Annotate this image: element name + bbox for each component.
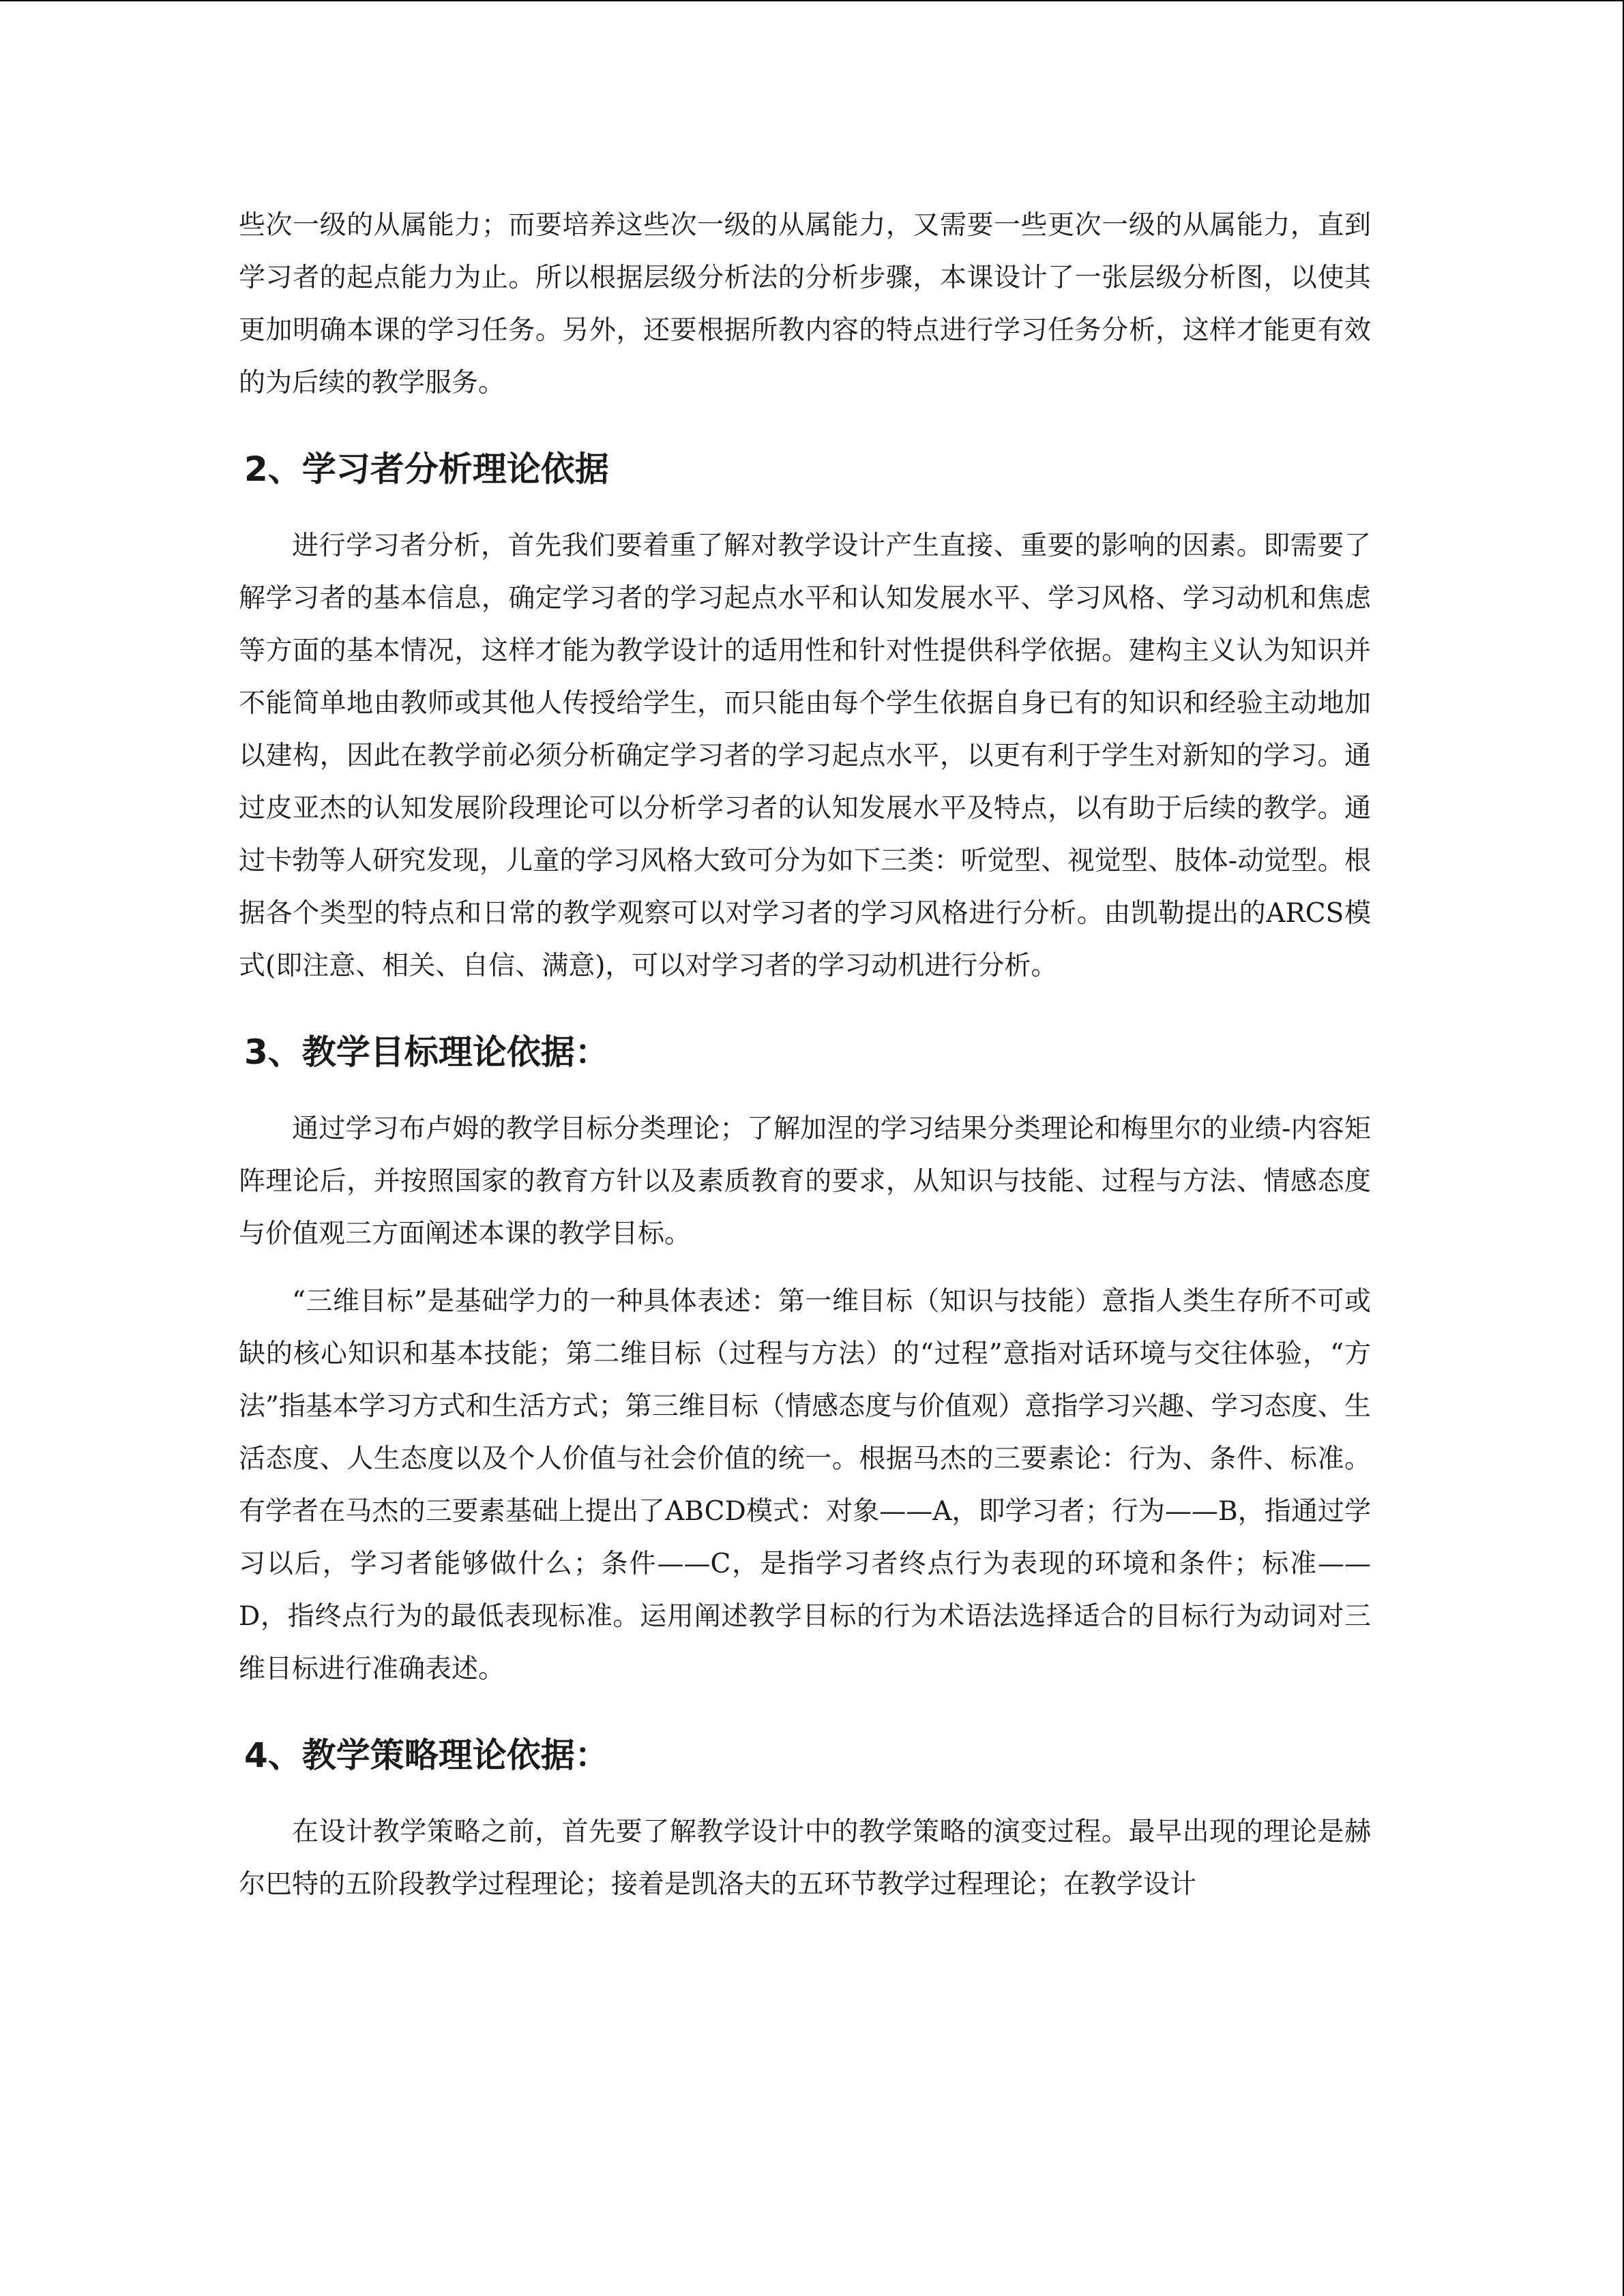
teaching-strategy-paragraph: 在设计教学策略之前，首先要了解教学设计中的教学策略的演变过程。最早出现的理论是赫尔巴特的五阶段教学过程理论；接着是凯洛夫的五环节教学过程理论；在教学设计 [239,1817,1371,1900]
section-heading-learner-analysis: 2、学习者分析理论依据 [244,449,609,489]
three-dimensional-goals-paragraph: “三维目标”是基础学力的一种具体表述：第一维目标（知识与技能）意指人类生存所不可或缺的核心知识和基本技能；第二维目标（过程与方法）的“过程”意指对话环境与交往体验，“方法”指基本学习方式和生活方式；第三维目标（情感态度与价值观）意指学习兴趣、学习态度、生活态度、人生态度以及个人价值与社会价值的统一。根据马杰的三要素论：行为、条件、标准。有学者在马杰的三要素基础上提出了ABCD模式：对象——A，即学习者；行为——B，指通过学习以后，学习者能够做什么；条件——C，是指学习者终点行为表现的环境和条件；标准——D，指终点行为的最低表现标准。运用阐述教学目标的行为术语法选择适合的目标行为动词对三维目标进行准确表述。 [239,1286,1371,1684]
intro-paragraph: 些次一级的从属能力；而要培养这些次一级的从属能力，又需要一些更次一级的从属能力，直到学习者的起点能力为止。所以根据层级分析法的分析步骤，本课设计了一张层级分析图，以使其更加明确本课的学习任务。另外，还要根据所教内容的特点进行学习任务分析，这样才能更有效的为后续的教学服务。 [239,210,1371,398]
teaching-objectives-paragraph: 通过学习布卢姆的教学目标分类理论；了解加涅的学习结果分类理论和梅里尔的业绩-内容矩阵理论后，并按照国家的教育方针以及素质教育的要求，从知识与技能、过程与方法、情感态度与价值观三方面阐述本课的教学目标。 [239,1114,1371,1249]
section-heading-teaching-objectives: 3、教学目标理论依据： [244,1032,609,1072]
document-body [239,199,1371,1911]
learner-analysis-paragraph: 进行学习者分析，首先我们要着重了解对教学设计产生直接、重要的影响的因素。即需要了解学习者的基本信息，确定学习者的学习起点水平和认知发展水平、学习风格、学习动机和焦虑等方面的基本情况，这样才能为教学设计的适用性和针对性提供科学依据。建构主义认为知识并不能简单地由教师或其他人传授给学生，而只能由每个学生依据自身已有的知识和经验主动地加以建构，因此在教学前必须分析确定学习者的学习起点水平，以更有利于学生对新知的学习。通过皮亚杰的认知发展阶段理论可以分析学习者的认知发展水平及特点，以有助于后续的教学。通过卡勃等人研究发现，儿童的学习风格大致可分为如下三类：听觉型、视觉型、肢体-动觉型。根据各个类型的特点和日常的教学观察可以对学习者的学习风格进行分析。由凯勒提出的ARCS模式(即注意、相关、自信、满意)，可以对学习者的学习动机进行分析。 [239,531,1371,981]
section-heading-teaching-strategy: 4、教学策略理论依据： [244,1735,609,1775]
